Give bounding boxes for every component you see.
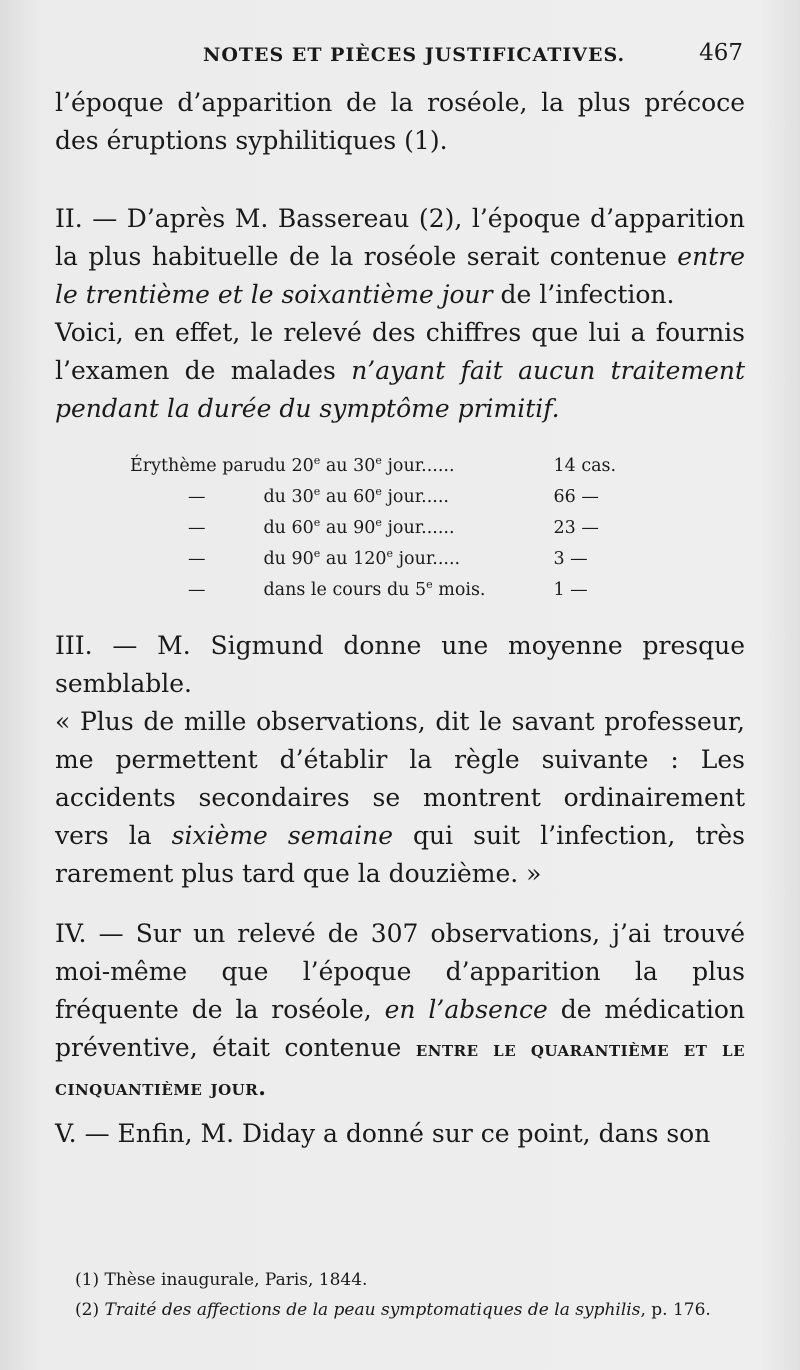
ordinal-suffix: e [426,577,433,591]
range-start: dans le cours du 5 [263,579,427,600]
stats-row [130,543,673,574]
stats-range [263,481,553,512]
emphasis-text: entre le trentième et le soixantième jour [55,242,745,309]
stats-row [130,481,673,512]
stats-count: 3 — [553,548,588,569]
ordinal-suffix: e [375,453,382,467]
range-unit: mois. [432,579,486,600]
stats-count: 1 — [553,579,588,600]
paragraph-sigmund [55,627,745,703]
stats-count: 66 — [553,486,599,507]
ordinal-suffix: e [375,484,382,498]
text-span: IV. — Sur un relevé de 307 observations, j’ai trouvé moi-même que l’époque d’apparition la plus fréquente de la roséole, [55,919,745,1024]
stats-range [263,512,553,543]
stats-label: — [187,486,206,507]
stats-count: 14 cas. [553,455,617,476]
stats-row [130,512,673,543]
ordinal-suffix: e [313,453,321,467]
text-span: qui suit l’infection, très rarement plus tard que la douzième. » [55,821,745,888]
ordinal-suffix: e [386,546,394,560]
paragraph-roseole-continued [55,84,745,160]
stats-count: 23 — [553,517,599,538]
text-span: « Plus de mille observations, dit le savant professeur, me permettent d’établir la règle suivante : Les accidents secondaires se montrent ordinairement vers la [55,707,745,850]
footnote-page: , p. 176. [640,1300,711,1320]
footnote-number: (2) [75,1300,105,1320]
emphasis-text: en l’absence [384,995,548,1024]
running-title: NOTES ET PIÈCES JUSTIFICATIVES. [203,44,626,66]
text-span: V. — Enfin, M. Diday a donné sur ce point, dans son [55,1119,711,1148]
paragraph-sigmund-quote [55,703,745,893]
paragraph-diday [55,1115,745,1153]
stats-row [130,574,673,605]
range-end: au 90 [320,517,376,538]
range-start: du 30 [263,486,314,507]
stats-label: — [187,548,206,569]
range-unit: jour...... [381,517,455,538]
range-unit: jour...... [381,455,455,476]
stats-label: — [187,579,206,600]
range-start: du 60 [263,517,314,538]
range-end: au 60 [320,486,376,507]
stats-label: — [187,517,206,538]
footnotes [75,1265,755,1325]
emphasis-text: n’ayant fait aucun traitement pendant la durée du symptôme primitif. [55,356,746,423]
range-end: au 120 [320,548,387,569]
range-start: du 90 [263,548,314,569]
stats-range [263,574,553,605]
ordinal-suffix: e [313,484,321,498]
text-span: de médication préventive, était contenue [55,995,745,1062]
emphasis-text: sixième semaine [171,821,393,850]
ordinal-suffix: e [313,546,321,560]
text-span: de l’infection. [492,280,675,309]
stats-row [130,450,673,481]
erythema-stats-table [130,450,673,605]
stats-range [263,543,553,574]
body-text [55,84,745,1153]
text-span: III. — M. Sigmund donne une moyenne presque semblable. [55,631,745,698]
ordinal-suffix: e [375,515,382,529]
range-start: du 20 [263,455,314,476]
text-span: II. — D’après M. Bassereau (2), l’époque d’apparition la plus habituelle de la roséole serait contenue [55,204,745,271]
footnote-title: Traité des affections de la peau symptomatiques de la syphilis [104,1300,641,1320]
range-end: au 30 [320,455,376,476]
stats-label: Érythème paru [130,455,264,476]
ordinal-suffix: e [313,515,321,529]
page-header [55,40,745,74]
stats-range [263,450,553,481]
paragraph-bassereau [55,200,745,314]
small-caps-text: entre le quarantième et le cinquantième jour. [55,1036,746,1101]
page-number: 467 [699,40,743,66]
paragraph-releve [55,314,745,428]
range-unit: jour..... [381,486,449,507]
text-span: l’époque d’apparition de la roséole, la plus précoce des éruptions syphilitiques (1). [55,88,745,155]
footnote-1: (1) Thèse inaugurale, Paris, 1844. [75,1270,368,1290]
paragraph-author-observations [55,915,745,1107]
footnote-2 [75,1295,755,1325]
range-unit: jour..... [393,548,461,569]
text-span: Voici, en effet, le relevé des chiffres que lui a fournis l’examen de malades [55,318,745,385]
